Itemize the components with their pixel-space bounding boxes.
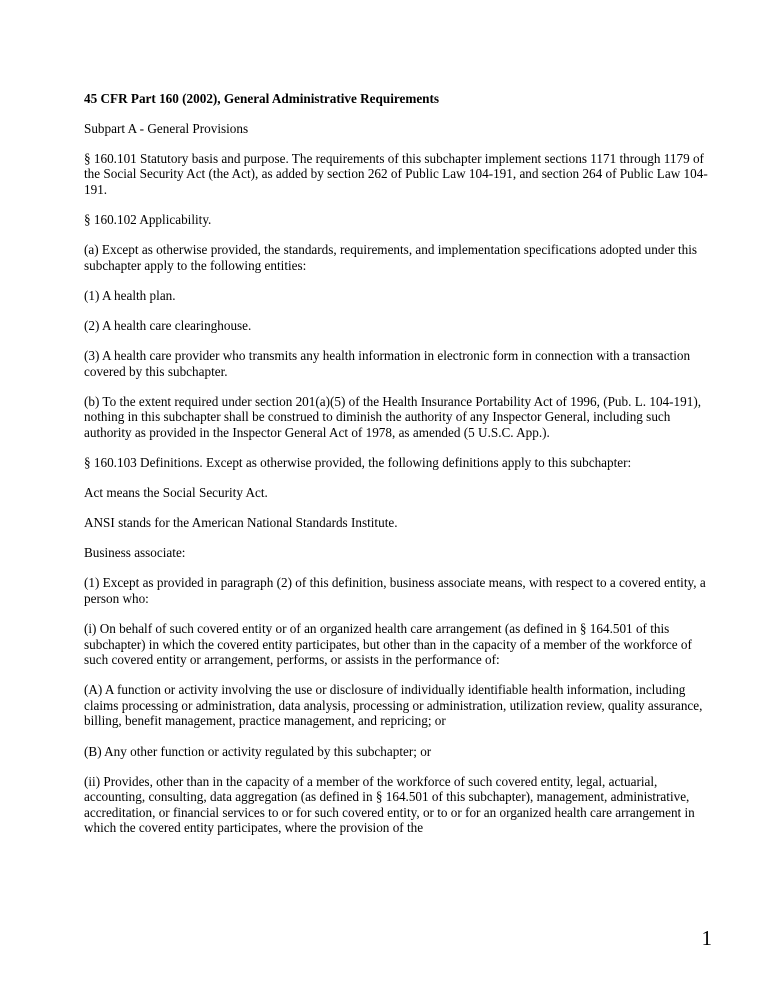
subpart-heading: Subpart A - General Provisions <box>84 120 249 136</box>
paragraph-a: (a) Except as otherwise provided, the standards, requirements, and implementation specifications adopted under this subchapter apply to the following entities: <box>84 242 698 273</box>
document-title: 45 CFR Part 160 (2002), General Administrative Requirements <box>84 91 440 106</box>
paragraph-b: (b) To the extent required under section 201(a)(5) of the Health Insurance Portability Act of 1996, (Pub. L. 104-191), nothing in this subchapter shall be construed to diminish the authority of any Inspector General, including such authority as provided in the Inspector General Act of 1978, as amended (5 U.S.C. App.). <box>84 393 702 440</box>
paragraph-a-2: (2) A health care clearinghouse. <box>84 317 252 333</box>
business-associate-1: (1) Except as provided in paragraph (2) of this definition, business associate means, with respect to a covered entity, a person who: <box>84 575 706 606</box>
business-associate-1-i-a: (A) A function or activity involving the use or disclosure of individually identifiable health information, including claims processing or administration, data analysis, processing or administration, utilization review, quality assurance, billing, benefit management, practice management, and repricing; or <box>84 682 703 729</box>
business-associate-1-i-b: (B) Any other function or activity regulated by this subchapter; or <box>84 743 432 759</box>
definition-business-associate: Business associate: <box>84 545 186 561</box>
section-160-103: § 160.103 Definitions. Except as otherwise provided, the following definitions apply to this subchapter: <box>84 454 632 470</box>
page-number: 1 <box>701 926 712 950</box>
paragraph-a-3: (3) A health care provider who transmits any health information in electronic form in connection with a transaction covered by this subchapter. <box>84 347 691 379</box>
business-associate-1-ii: (ii) Provides, other than in the capacity of a member of the workforce of such covered entity, legal, actuarial, accounting, consulting, data aggregation (as defined in § 164.501 of this subchapter), management, administrative, accreditation, or financial services to or for such covered entity, or to or for an organized health care arrangement in which the covered entity participates, where the provision of the <box>84 773 695 836</box>
business-associate-1-i: (i) On behalf of such covered entity or of an organized health care arrangement (as defined in § 164.501 of this subchapter) in which the covered entity participates, but other than in the capacity of a member of the workforce of such covered entity or arrangement, performs, or assists in the performance of: <box>84 620 692 668</box>
section-160-101: § 160.101 Statutory basis and purpose. The requirements of this subchapter implement sections 1171 through 1179 of the Social Security Act (the Act), as added by section 262 of Public Law 104-191, and section 264 of Public Law 104-191. <box>84 150 708 197</box>
section-160-102-heading: § 160.102 Applicability. <box>84 211 212 227</box>
document-page <box>84 91 712 851</box>
definition-ansi: ANSI stands for the American National Standards Institute. <box>84 515 398 531</box>
definition-act: Act means the Social Security Act. <box>84 485 268 500</box>
paragraph-a-1: (1) A health plan. <box>84 287 176 303</box>
